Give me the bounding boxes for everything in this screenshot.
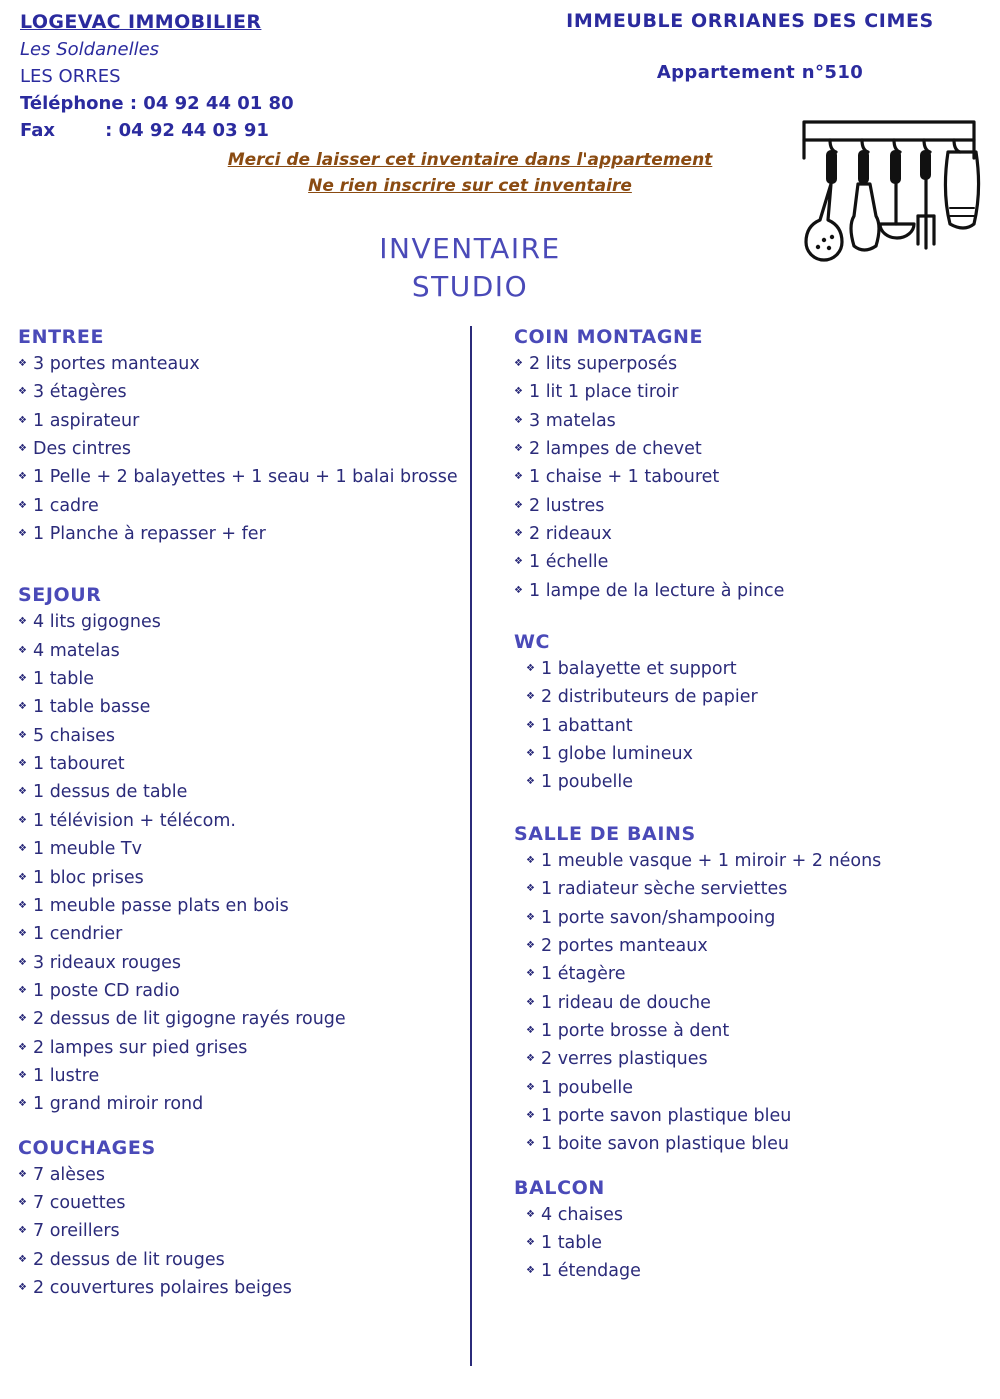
list-item: ❖ 1 lustre (18, 1062, 458, 1090)
list-item: ❖ 1 Planche à repasser + fer (18, 520, 458, 548)
item-list-wc (500, 655, 986, 797)
list-item: ❖ 4 chaises (526, 1201, 986, 1229)
list-item: ❖ 1 rideau de douche (526, 989, 986, 1017)
item-list-couchages (18, 1161, 458, 1303)
spacer (500, 611, 986, 631)
list-item: ❖ 1 porte brosse à dent (526, 1017, 986, 1045)
section-balcon (500, 1177, 986, 1286)
page-title-line-1: INVENTAIRE (379, 232, 561, 265)
list-item: ❖ 2 verres plastiques (526, 1045, 986, 1073)
list-item: ❖ 2 couvertures polaires beiges (18, 1274, 458, 1302)
notice-line-2: Ne rien inscrire sur cet inventaire (308, 175, 632, 196)
list-item: ❖ 1 chaise + 1 tabouret (514, 463, 986, 491)
inventory-columns (0, 326, 1000, 1371)
section-title-entree: ENTREE (18, 326, 105, 348)
section-title-coin-montagne: COIN MONTAGNE (514, 326, 704, 348)
list-item: ❖ 1 étendage (526, 1257, 986, 1285)
item-list-sejour (18, 608, 458, 1118)
list-item: ❖ 3 rideaux rouges (18, 949, 458, 977)
page-title (120, 230, 820, 306)
list-item: ❖ 1 table (526, 1229, 986, 1257)
agency-fax: Fax : 04 92 44 03 91 (20, 119, 269, 141)
list-item: ❖ 1 lit 1 place tiroir (514, 378, 986, 406)
list-item: ❖ 2 lits superposés (514, 350, 986, 378)
list-item: ❖ 1 bloc prises (18, 864, 458, 892)
left-column (0, 326, 470, 1371)
item-list-balcon (500, 1201, 986, 1286)
section-title-salle-de-bains: SALLE DE BAINS (514, 822, 696, 845)
page-title-line-2: STUDIO (411, 269, 529, 303)
agency-name: LOGEVAC IMMOBILIER (20, 11, 262, 33)
section-title-sejour: SEJOUR (18, 584, 102, 607)
item-list-coin-montagne (500, 350, 986, 605)
list-item: ❖ 1 télévision + télécom. (18, 807, 458, 835)
list-item: ❖ 1 porte savon/shampooing (526, 904, 986, 932)
spacer (500, 803, 986, 823)
agency-residence: Les Soldanelles (20, 38, 160, 60)
notice-block (150, 148, 790, 199)
list-item: ❖ 7 alèses (18, 1161, 458, 1189)
list-item: ❖ 1 poubelle (526, 768, 986, 796)
section-title-couchages: COUCHAGES (18, 1136, 156, 1159)
list-item: ❖ 2 distributeurs de papier (526, 683, 986, 711)
notice-line-1: Merci de laisser cet inventaire dans l'appartement (227, 150, 713, 170)
spacer (500, 1165, 986, 1177)
list-item: ❖ 1 Pelle + 2 balayettes + 1 seau + 1 balai brosse (18, 463, 458, 491)
section-coin-montagne (500, 326, 986, 605)
list-item: ❖ 1 étagère (526, 960, 986, 988)
section-salle-de-bains (500, 823, 986, 1159)
list-item: ❖ 2 portes manteaux (526, 932, 986, 960)
section-title-balcon: BALCON (514, 1176, 605, 1199)
list-item: ❖ 7 couettes (18, 1189, 458, 1217)
spacer (18, 1125, 458, 1137)
list-item: ❖ 1 table (18, 665, 458, 693)
list-item: ❖ 2 dessus de lit rouges (18, 1246, 458, 1274)
section-sejour (18, 584, 458, 1118)
list-item: ❖ 4 matelas (18, 637, 458, 665)
list-item: ❖ 2 rideaux (514, 520, 986, 548)
item-list-salle-de-bains (500, 847, 986, 1159)
spacer (18, 554, 458, 584)
list-item: ❖ 3 étagères (18, 378, 458, 406)
list-item: ❖ 3 portes manteaux (18, 350, 458, 378)
list-item: ❖ 5 chaises (18, 722, 458, 750)
list-item: ❖ 1 cadre (18, 492, 458, 520)
list-item: ❖ 1 grand miroir rond (18, 1090, 458, 1118)
list-item: ❖ 1 dessus de table (18, 778, 458, 806)
list-item: ❖ 1 meuble passe plats en bois (18, 892, 458, 920)
list-item: ❖ 2 lampes sur pied grises (18, 1034, 458, 1062)
list-item: ❖ 2 dessus de lit gigogne rayés rouge (18, 1005, 458, 1033)
section-title-wc: WC (514, 631, 551, 654)
section-entree (18, 326, 458, 548)
list-item: ❖ 1 porte savon plastique bleu (526, 1102, 986, 1130)
list-item: ❖ 1 aspirateur (18, 407, 458, 435)
list-item: ❖ 4 lits gigognes (18, 608, 458, 636)
section-couchages (18, 1137, 458, 1303)
right-column (472, 326, 1000, 1371)
list-item: ❖ 1 poubelle (526, 1074, 986, 1102)
item-list-entree (18, 350, 458, 548)
list-item: ❖ 7 oreillers (18, 1217, 458, 1245)
list-item: ❖ 1 abattant (526, 712, 986, 740)
section-wc (500, 631, 986, 797)
agency-phone: Téléphone : 04 92 44 01 80 (20, 92, 294, 114)
agency-city: LES ORRES (20, 65, 121, 87)
list-item: ❖ 1 balayette et support (526, 655, 986, 683)
list-item: ❖ 2 lustres (514, 492, 986, 520)
list-item: ❖ 1 lampe de la lecture à pince (514, 577, 986, 605)
list-item: ❖ 3 matelas (514, 407, 986, 435)
list-item: ❖ 1 échelle (514, 548, 986, 576)
list-item: ❖ 1 cendrier (18, 920, 458, 948)
list-item: ❖ Des cintres (18, 435, 458, 463)
list-item: ❖ 2 lampes de chevet (514, 435, 986, 463)
document-header (0, 0, 1000, 310)
list-item: ❖ 1 tabouret (18, 750, 458, 778)
list-item: ❖ 1 meuble Tv (18, 835, 458, 863)
list-item: ❖ 1 radiateur sèche serviettes (526, 875, 986, 903)
list-item: ❖ 1 table basse (18, 693, 458, 721)
building-title: IMMEUBLE ORRIANES DES CIMES (566, 10, 934, 32)
list-item: ❖ 1 globe lumineux (526, 740, 986, 768)
list-item: ❖ 1 poste CD radio (18, 977, 458, 1005)
apartment-number: Appartement n°510 (656, 62, 864, 83)
kitchen-utensils-icon (796, 112, 982, 272)
list-item: ❖ 1 boite savon plastique bleu (526, 1130, 986, 1158)
list-item: ❖ 1 meuble vasque + 1 miroir + 2 néons (526, 847, 986, 875)
